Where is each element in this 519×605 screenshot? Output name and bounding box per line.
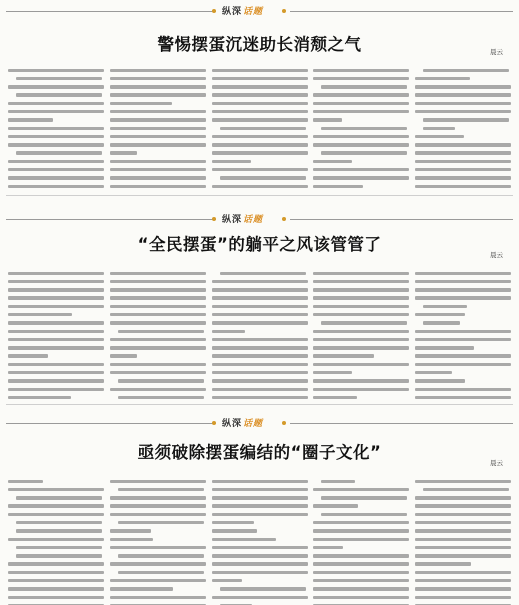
text-column — [212, 57, 308, 190]
text-column — [313, 468, 409, 605]
text-column — [313, 57, 409, 190]
text-column — [212, 468, 308, 605]
article-body — [8, 57, 511, 190]
text-line — [313, 57, 409, 65]
text-column — [8, 57, 104, 190]
banner-rule-left — [6, 11, 216, 12]
article-author: 晨云 — [490, 251, 503, 259]
text-column — [8, 468, 104, 605]
text-line — [313, 260, 409, 268]
column-banner — [0, 4, 519, 18]
banner-dot-left — [212, 217, 216, 221]
column-banner — [0, 212, 519, 226]
section-divider — [6, 195, 513, 196]
banner-rule-left — [6, 219, 216, 220]
column-prefix: 纵深 — [222, 215, 243, 225]
column-name — [222, 4, 263, 17]
text-line — [415, 260, 511, 268]
column-accent: 话题 — [243, 419, 264, 429]
text-column — [313, 260, 409, 401]
banner-dot-left — [212, 9, 216, 13]
text-column — [110, 57, 206, 190]
text-column — [415, 57, 511, 190]
text-column — [110, 468, 206, 605]
column-name — [222, 416, 263, 429]
text-line — [8, 260, 104, 268]
text-line — [212, 468, 308, 476]
column-accent: 话题 — [243, 7, 264, 17]
text-column — [212, 260, 308, 401]
column-prefix: 纵深 — [222, 419, 243, 429]
banner-dot-right — [282, 9, 286, 13]
text-line — [415, 57, 511, 65]
text-column — [415, 468, 511, 605]
banner-rule-right — [290, 11, 513, 12]
column-accent: 话题 — [243, 215, 264, 225]
column-name — [222, 212, 263, 225]
section-divider — [6, 404, 513, 405]
article-headline: “全民摆蛋”的躺平之风该管管了 — [137, 235, 382, 254]
text-line — [110, 468, 206, 476]
banner-dot-right — [282, 421, 286, 425]
banner-dot-right — [282, 217, 286, 221]
column-prefix: 纵深 — [222, 7, 243, 17]
article-author: 晨云 — [490, 48, 503, 56]
banner-dot-left — [212, 421, 216, 425]
text-column — [8, 260, 104, 401]
article-author: 晨云 — [490, 459, 503, 467]
column-banner — [0, 416, 519, 430]
text-line — [212, 260, 308, 268]
text-line — [415, 468, 511, 476]
article-body — [8, 260, 511, 401]
text-line — [313, 468, 409, 476]
text-column — [415, 260, 511, 401]
text-line — [8, 57, 104, 65]
text-column — [110, 260, 206, 401]
text-line — [110, 260, 206, 268]
article-body — [8, 468, 511, 605]
text-line — [8, 468, 104, 476]
article-headline: 亟须破除摆蛋编结的“圈子文化” — [137, 443, 382, 462]
text-line — [110, 57, 206, 65]
banner-rule-right — [290, 423, 513, 424]
text-line — [212, 57, 308, 65]
banner-rule-left — [6, 423, 216, 424]
article-headline: 警惕摆蛋沉迷助长消颓之气 — [157, 35, 362, 54]
banner-rule-right — [290, 219, 513, 220]
